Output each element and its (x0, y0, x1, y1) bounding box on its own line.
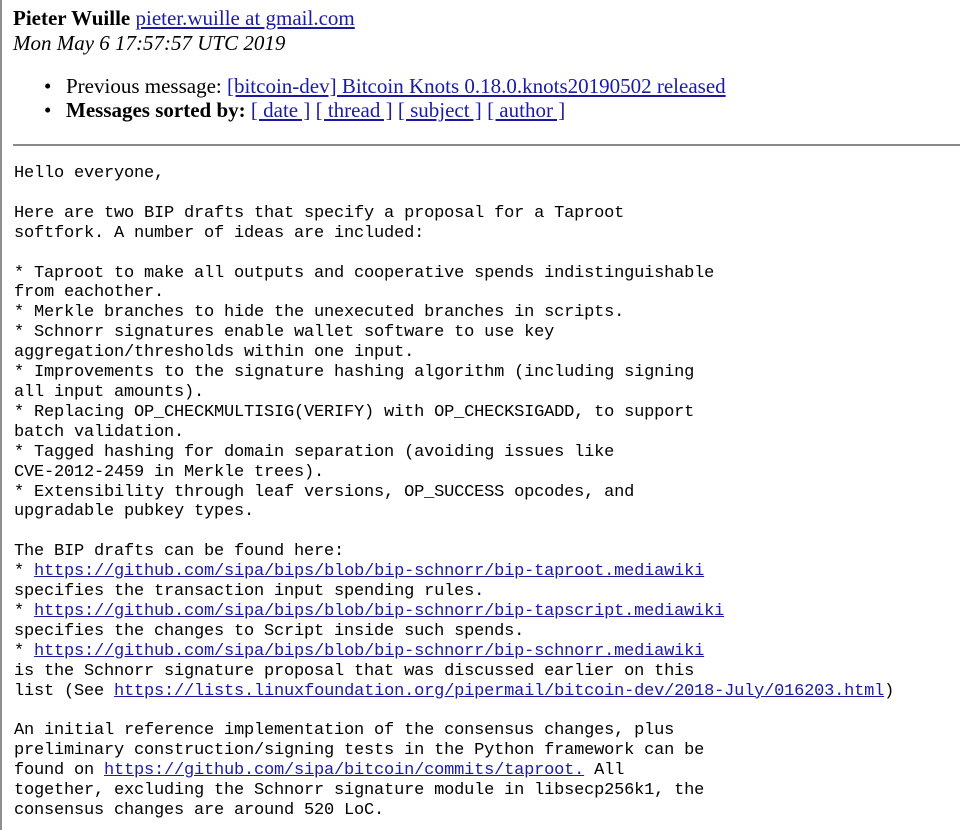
author-line (13, 6, 355, 31)
sort-by-date-link[interactable]: [ date ] (250, 98, 311, 122)
sort-options-item (44, 98, 726, 122)
previous-message-link[interactable]: [bitcoin-dev] Bitcoin Knots 0.18.0.knots20190502 released (226, 74, 726, 98)
mailing-list-link[interactable]: https://lists.linuxfoundation.org/pipermail/bitcoin-dev/2018-July/016203.html (114, 681, 885, 701)
author-name: Pieter Wuille (13, 6, 131, 30)
bullet-icon: • (44, 74, 52, 98)
previous-message-label: Previous message: (66, 74, 222, 98)
implementation-text-end: All together, excluding the Schnorr signature module in libsecp256k1, the consensus changes are around 520 LoC. (14, 761, 705, 820)
bip-schnorr-link[interactable]: https://github.com/sipa/bips/blob/bip-schnorr/bip-schnorr.mediawiki (34, 641, 705, 661)
left-border (0, 0, 2, 830)
sort-by-subject-link[interactable]: [ subject ] (397, 98, 482, 122)
drafts-intro: The BIP drafts can be found here: (14, 542, 345, 562)
bip-tapscript-description: specifies the changes to Script inside such spends. (14, 621, 525, 641)
bip-taproot-description: specifies the transaction input spending rules. (14, 582, 485, 602)
message-body: Hello everyone, Here are two BIP drafts that specify a proposal for a Taproot softfork. A number of ideas are included: * Taproot to make all outputs and cooperative spends indistinguishable from eachother. * Merkle branches to hide the unexecuted branches in scripts. * Schnorr signatures enable wallet software to use key aggregation/thresholds within one input. * Improvements to the signature hashing algorithm (including signing all input amounts). * Replacing OP_CHECKMULTISIG(VERIFY) with OP_CHECKSIGADD, to support batch validation. * Tagged hashing for domain separation (avoiding issues like CVE-2012-2459 in Merkle trees). * Extensibility through leaf versions, OP_SUCCESS opcodes, and upgradable pubkey types. The BIP drafts can be found here: * https://github.com/sipa/bips/blob/bip-schnorr/bip-taproot.mediawiki specifies the transaction input spending rules. * https://github.com/sipa/bips/blob/bip-schnorr/bip-tapscript.mediawiki specifies the changes to Script inside such spends. * https://github.com/sipa/bips/blob/bip-schnorr/bip-schnorr.mediawiki is the Schnorr signature proposal that was discussed earlier on this list (See https://lists.linuxfoundation.org/pipermail/bitcoin-dev/2018-July/016203.html) An initial reference implementation of the consensus changes, plus preliminary construction/signing tests in the Python framework can be found on https://github.com/sipa/bitcoin/commits/taproot. All together, excluding the Schnorr signature module in libsecp256k1, the consensus changes are around 520 LoC. (14, 164, 895, 820)
bip-tapscript-link[interactable]: https://github.com/sipa/bips/blob/bip-schnorr/bip-tapscript.mediawiki (34, 601, 725, 621)
implementation-text-start: An initial reference implementation of the consensus changes, plus preliminary construction/signing tests in the Python framework can be found on (14, 721, 705, 781)
message-header (13, 6, 355, 56)
bip-taproot-link[interactable]: https://github.com/sipa/bips/blob/bip-schnorr/bip-taproot.mediawiki (34, 562, 705, 582)
ideas-list: * Taproot to make all outputs and cooperative spends indistinguishable from eachother. * Merkle branches to hide the unexecuted branches in scripts. * Schnorr signatures enable wallet software to use key aggregation/thresholds within one input. * Improvements to the signature hashing algorithm (including signing all input amounts). * Replacing OP_CHECKMULTISIG(VERIFY) with OP_CHECKSIGADD, to support batch validation. * Tagged hashing for domain separation (avoiding issues like CVE-2012-2459 in Merkle trees). * Extensibility through leaf versions, OP_SUCCESS opcodes, and upgradable pubkey types. (14, 263, 715, 522)
sorted-by-label: Messages sorted by: (66, 98, 246, 122)
message-date: Mon May 6 17:57:57 UTC 2019 (13, 31, 286, 55)
see-suffix: ) (884, 681, 895, 701)
message-navigation (44, 74, 726, 122)
see-prefix: list (See (14, 681, 115, 701)
taproot-commits-link[interactable]: https://github.com/sipa/bitcoin/commits/taproot. (104, 761, 585, 781)
greeting: Hello everyone, (14, 164, 165, 183)
sort-by-author-link[interactable]: [ author ] (487, 98, 566, 122)
bullet-icon: • (44, 98, 52, 122)
author-email-link[interactable]: pieter.wuille at gmail.com (135, 6, 355, 30)
sort-by-thread-link[interactable]: [ thread ] (315, 98, 393, 122)
bip-schnorr-description: is the Schnorr signature proposal that was discussed earlier on this (14, 661, 695, 681)
previous-message-item (44, 74, 726, 98)
header-divider (13, 144, 960, 146)
intro-paragraph: Here are two BIP drafts that specify a proposal for a Taproot softfork. A number of ideas are included: (14, 203, 625, 243)
